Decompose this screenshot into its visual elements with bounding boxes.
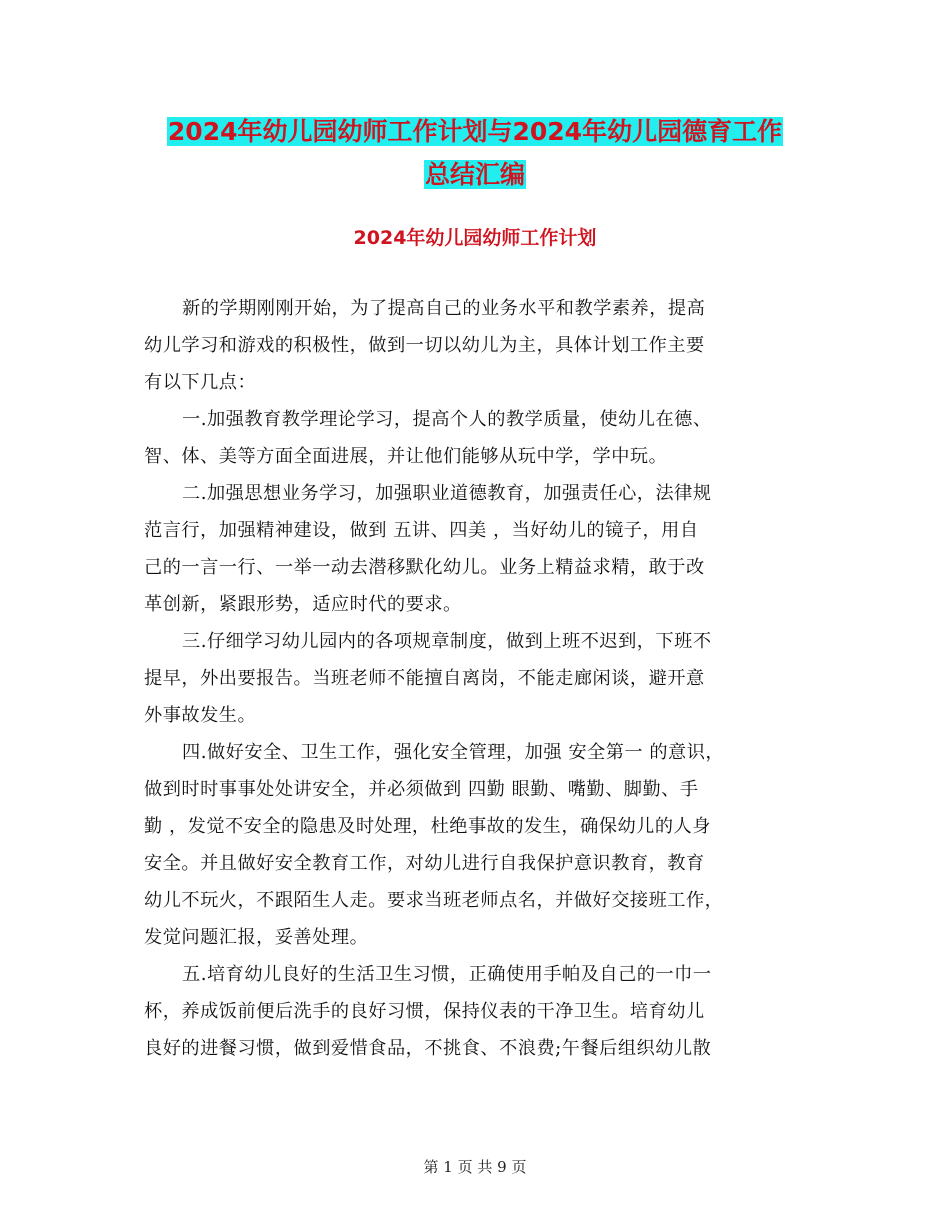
paragraph-line: 勤 ，发觉不安全的隐患及时处理，杜绝事故的发生，确保幼儿的人身 [144, 816, 711, 837]
paragraph-line: 一.加强教育教学理论学习，提高个人的教学质量，使幼儿在德、 [182, 409, 712, 430]
paragraph-line: 幼儿不玩火，不跟陌生人走。要求当班老师点名，并做好交接班工作， [144, 890, 724, 911]
paragraph-line: 杯，养成饭前便后洗手的良好习惯，保持仪表的干净卫生。培育幼儿 [144, 1001, 705, 1022]
paragraph-line: 安全。并且做好安全教育工作，对幼儿进行自我保护意识教育，教育 [144, 853, 705, 874]
paragraph-line: 二.加强思想业务学习，加强职业道德教育，加强责任心，法律规 [182, 483, 712, 504]
paragraph-line: 良好的进餐习惯，做到爱惜食品，不挑食、不浪费;午餐后组织幼儿散 [144, 1038, 712, 1059]
paragraph-line: 幼儿学习和游戏的积极性，做到一切以幼儿为主，具体计划工作主要 [144, 335, 705, 356]
paragraph-line: 外事故发生。 [144, 705, 257, 726]
paragraph-line: 四.做好安全、卫生工作，强化安全管理，加强 安全第一 的意识， [182, 742, 725, 763]
document-title-line-1 [0, 113, 950, 151]
paragraph-line: 有以下几点： [144, 372, 257, 393]
document-title-line-2 [0, 156, 950, 194]
paragraph-line: 三.仔细学习幼儿园内的各项规章制度，做到上班不迟到，下班不 [182, 631, 712, 652]
paragraph-line: 革创新，紧跟形势，适应时代的要求。 [144, 594, 462, 615]
paragraph-line: 范言行，加强精神建设，做到 五讲、四美 ，当好幼儿的镜子，用自 [144, 520, 699, 541]
paragraph-line: 做到时时事事处处讲安全，并必须做到 四勤 眼勤、嘴勤、脚勤、手 [144, 779, 699, 800]
title-highlight-2: 总结汇编 [424, 160, 525, 189]
title-highlight-1: 2024年幼儿园幼师工作计划与2024年幼儿园德育工作 [167, 117, 783, 146]
paragraph-line: 提早，外出要报告。当班老师不能擅自离岗，不能走廊闲谈，避开意 [144, 668, 705, 689]
paragraph-line: 智、体、美等方面全面进展，并让他们能够从玩中学，学中玩。 [144, 446, 668, 467]
section-heading: 2024年幼儿园幼师工作计划 [353, 227, 597, 249]
paragraph-line: 新的学期刚刚开始，为了提高自己的业务水平和教学素养，提高 [182, 298, 706, 319]
paragraph-line: 五.培育幼儿良好的生活卫生习惯，正确使用手帕及自己的一巾一 [182, 964, 712, 985]
paragraph-line: 己的一言一行、一举一动去潜移默化幼儿。业务上精益求精，敢于改 [144, 557, 705, 578]
page-footer: 第 1 页 共 9 页 [423, 1158, 527, 1176]
paragraph-line: 发觉问题汇报，妥善处理。 [144, 927, 369, 948]
